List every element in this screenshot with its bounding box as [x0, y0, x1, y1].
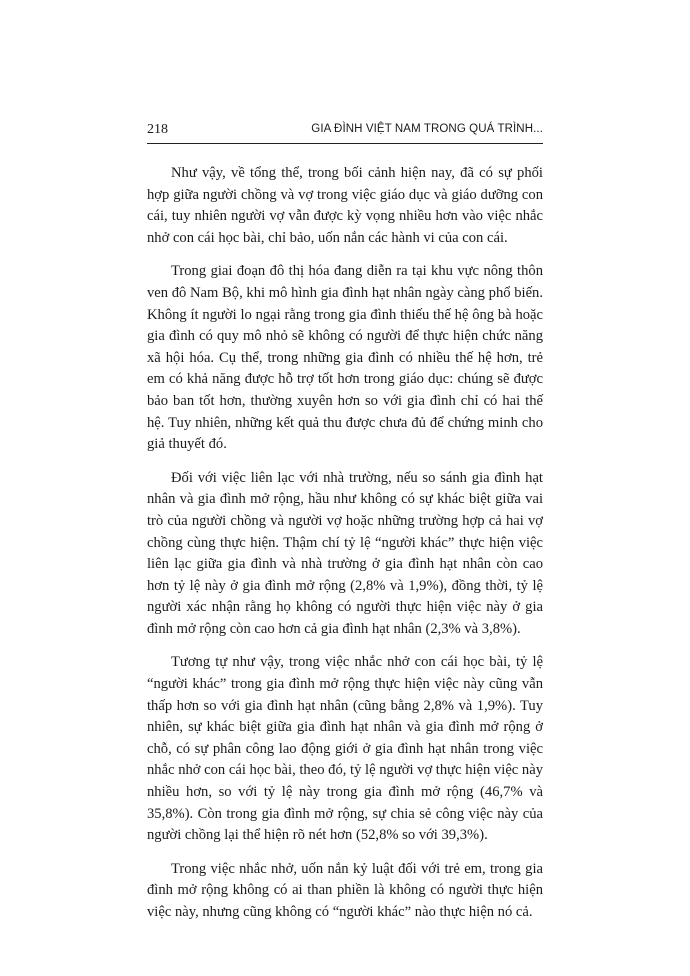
page-header: [147, 120, 543, 142]
page-number: 218: [147, 122, 168, 137]
body-text: [147, 163, 543, 936]
paragraph-5: Trong việc nhắc nhở, uốn nắn kỷ luật đối với trẻ em, trong gia đình mở rộng không có ai than phiền là không có người thực hiện việc này, nhưng cũng không có “người khác” nào thực hiện nó cả.: [147, 860, 543, 920]
paragraph-2: Trong giai đoạn đô thị hóa đang diễn ra tại khu vực nông thôn ven đô Nam Bộ, khi mô hình gia đình hạt nhân ngày càng phổ biến. Không ít người lo ngại rằng trong gia đình thiếu thế hệ ông bà hoặc gia đình có quy mô nhỏ sẽ không có người để thực hiện chức năng xã hội hóa. Cụ thể, trong những gia đình có nhiều thế hệ hơn, trẻ em có khả năng được hỗ trợ tốt hơn trong giáo dục: chúng sẽ được bảo ban tốt hơn, thường xuyên hơn so với gia đình chỉ có hai thế hệ. Tuy nhiên, những kết quả thu được chưa đủ để chứng minh cho giả thuyết đó.: [147, 263, 543, 453]
paragraph-4: Tương tự như vậy, trong việc nhắc nhở con cái học bài, tỷ lệ “người khác” trong gia đình mở rộng thực hiện việc này cũng vẫn thấp hơn so với gia đình hạt nhân (cũng bằng 2,8% và 1,9%). Tuy nhiên, sự khác biệt giữa gia đình hạt nhân và gia đình mở rộng ở chỗ, có sự phân công lao động giới ở gia đình hạt nhân trong việc nhắc nhở con cái học bài, theo đó, tỷ lệ người vợ thực hiện việc này nhiều hơn, so với tỷ lệ này trong gia đình mở rộng (46,7% và 35,8%). Còn trong gia đình mở rộng, sự chia sẻ công việc này của người chồng lại thể hiện rõ nét hơn (52,8% so với 39,3%).: [147, 654, 543, 844]
header-divider: [147, 143, 543, 144]
paragraph-3: Đối với việc liên lạc với nhà trường, nếu so sánh gia đình hạt nhân và gia đình mở rộng, hầu như không có sự khác biệt giữa vai trò của người chồng và người vợ hoặc những trường hợp cả hai vợ chồng cùng thực hiện. Thậm chí tỷ lệ “người khác” thực hiện việc liên lạc giữa gia đình và nhà trường ở gia đình hạt nhân còn cao hơn tỷ lệ này ở gia đình mở rộng (2,8% và 1,9%), đồng thời, tỷ lệ người xác nhận rằng họ không có người thực hiện việc này ở gia đình mở rộng còn cao hơn cả gia đình hạt nhân (2,3% và 3,8%).: [147, 469, 543, 637]
paragraph-1: Như vậy, về tổng thể, trong bối cảnh hiện nay, đã có sự phối hợp giữa người chồng và vợ trong việc giáo dục và giáo dưỡng con cái, tuy nhiên người vợ vẫn được kỳ vọng nhiều hơn vào việc nhắc nhở con cái học bài, chỉ bảo, uốn nắn các hành vi của con cái.: [147, 165, 543, 246]
running-title: GIA ĐÌNH VIỆT NAM TRONG QUÁ TRÌNH...: [311, 123, 543, 135]
